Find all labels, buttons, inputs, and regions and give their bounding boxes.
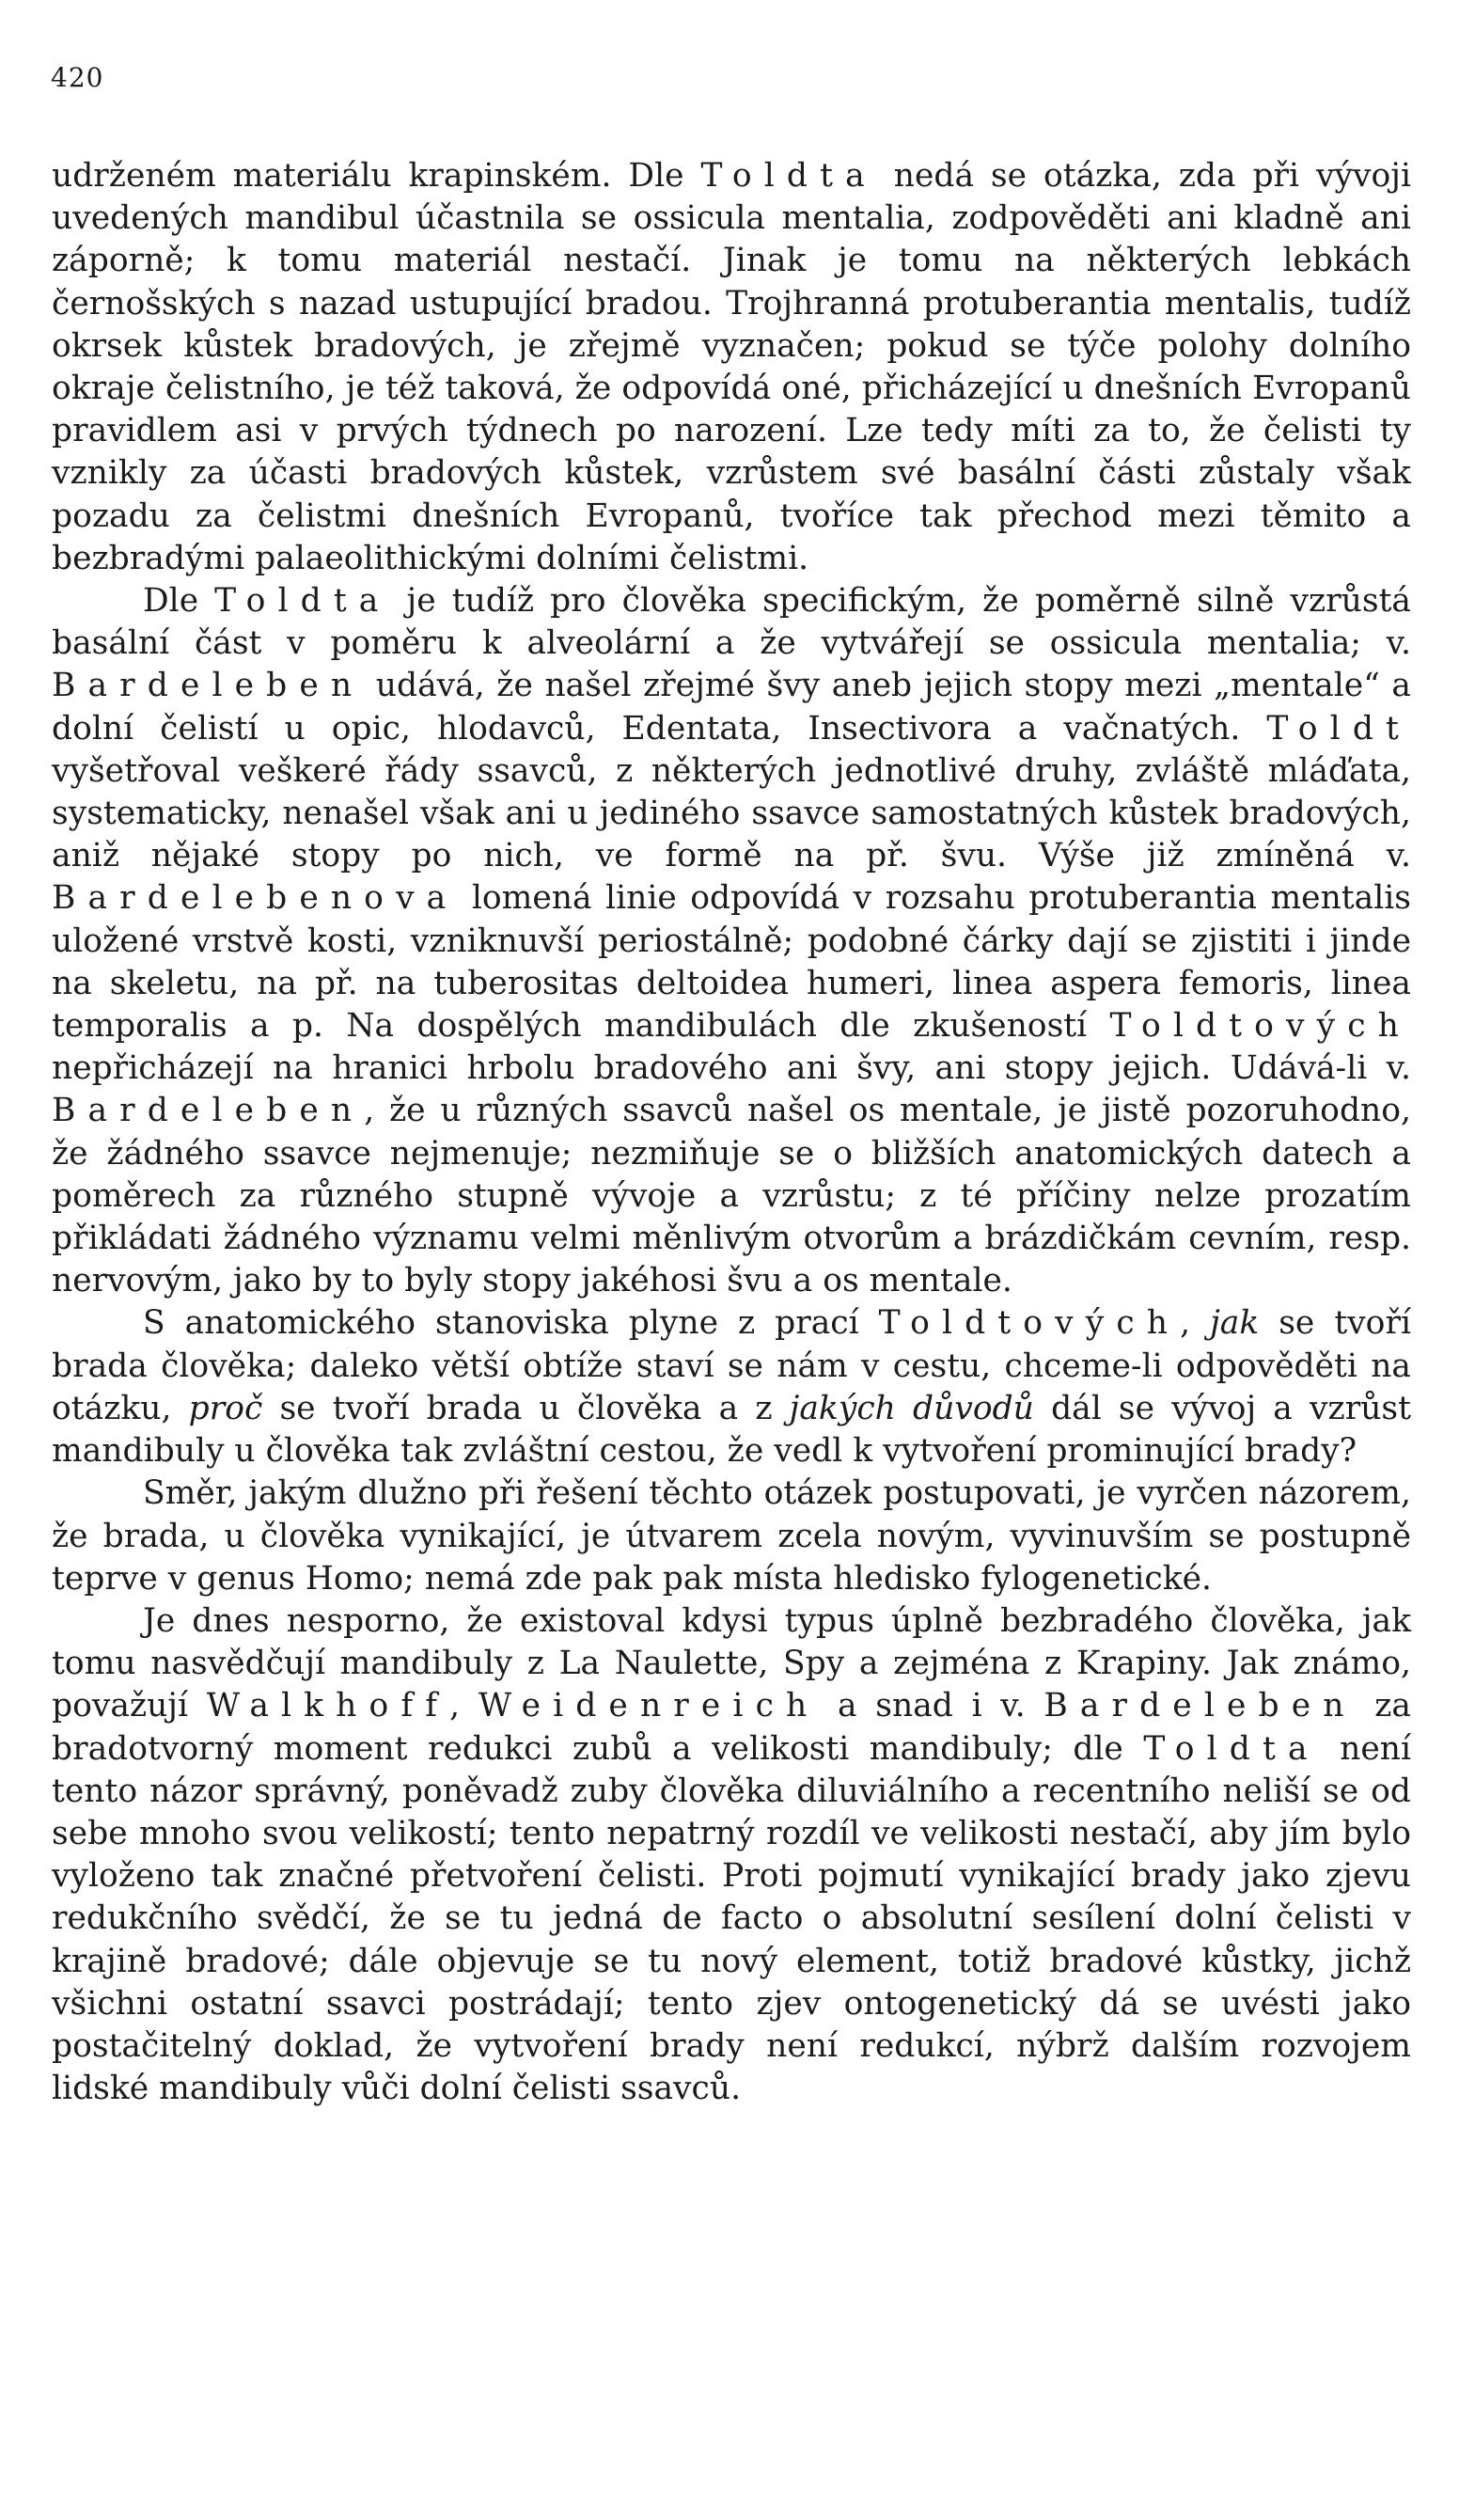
author-name: Weidenreich — [478, 1687, 820, 1725]
page-number: 420 — [51, 62, 104, 93]
text-run: je tudíž pro člověka specifickým, že poměrně silně vzrůstá basální část v poměru k alveolární a že vytvářejí se ossicula mentalia; v. — [52, 582, 1411, 663]
text-run: dál se vývoj a vzrůst mandibuly u člověka tak zvláštní cestou, že vedl k vytvoření prominující brady? — [52, 1389, 1411, 1471]
author-name: Toldta — [1143, 1729, 1320, 1768]
text-run: Dle — [143, 582, 215, 621]
text-run: není tento názor správný, poněvadž zuby člověka diluviálního a recentního neliší se od sebe mnoho svou velikostí; tento nepatrný rozdíl ve velikosti nestačí, aby jím bylo vyloženo tak značné přetvoření čelisti. Proti pojmutí vynikající brady jako zjevu redukčního svědčí, že se tu jedná de facto o absolutní sesílení dolní čelisti v krajině bradové; dále objevuje se tu nový element, totiž bradové kůstky, jichž všichni ostatní ssavci postrádají; tento zjev ontogenetický dá se uvésti jako postačitelný doklad, že vytvoření brady není redukcí, nýbrž dalším rozvojem lidské mandibuly vůči dolní čelisti ssavců. — [52, 1729, 1411, 2108]
paragraph — [52, 1302, 1411, 1473]
author-name: Toldta — [214, 582, 391, 621]
author-name: Bardeleben — [52, 667, 365, 705]
emphasis-text: jak — [1210, 1304, 1260, 1343]
author-name: Walkhoff — [206, 1687, 450, 1725]
text-run: a snad i v. — [819, 1687, 1044, 1725]
text-run: lomená linie odpovídá v rozsahu protuberantia mentalis uložené vrstvě kosti, vzniknuvší periostálně; podobné čárky dají se zjistiti i jinde na skeletu, na př. na tuberositas deltoidea humeri, linea aspera femoris, linea temporalis a p. Na dospělých mandibulách dle zkušeností — [52, 879, 1411, 1046]
text-run: za bradotvorný moment redukci zubů a velikosti mandibuly; dle — [52, 1687, 1411, 1768]
text-run: , — [449, 1687, 478, 1725]
text-run: udrženém materiálu krapinském. Dle — [52, 157, 701, 195]
paragraph — [52, 1473, 1411, 1600]
author-name: Toldt — [1266, 709, 1411, 748]
author-name: Toldta — [700, 157, 877, 195]
emphasis-text: proč — [188, 1389, 263, 1427]
text-run: se tvoří brada člověka; daleko větší obtíže staví se nám v cestu, chceme-li odpověděti na otázku, — [52, 1304, 1411, 1427]
author-name: Bardelebenova — [52, 879, 459, 918]
paragraph — [52, 155, 1411, 580]
emphasis-text: jakých důvodů — [789, 1389, 1034, 1427]
text-run: Směr, jakým dlužno při řešení těchto otázek postupovati, je vyrčen názorem, že brada, u člověka vynikající, je útvarem zcela novým, vyvinuvším se postupně teprve v genus Homo; nemá zde pak pak místa hledisko fylogenetické. — [52, 1474, 1411, 1598]
text-run: Je dnes nesporno, že existoval kdysi typus úplně bezbradého člověka, jak tomu nasvědčují mandibuly z La Naulette, Spy a zejména z Krapiny. Jak známo, považují — [52, 1601, 1411, 1725]
paragraph — [52, 580, 1411, 1302]
paragraph — [52, 1600, 1411, 2110]
author-name: Toldtových — [1109, 1007, 1411, 1046]
text-run: udává, že našel zřejmé švy aneb jejich stopy mezi „mentale“ a dolní čelistí u opic, hlodavců, Edentata, Insectivora a vačnatých. — [52, 667, 1411, 748]
text-run: nepřicházejí na hranici hrbolu bradového ani švy, ani stopy jejich. Udává-li v. — [52, 1049, 1411, 1088]
author-name: Bardeleben — [52, 1092, 365, 1130]
author-name: Toldtových — [878, 1304, 1181, 1343]
body-text — [52, 155, 1411, 2110]
text-run: , že u různých ssavců našel os mentale, je jistě pozoruhodno, že žádného ssavce nejmenuje; nezmiňuje se o bližších anatomických datech a poměrech za různého stupně vývoje a vzrůstu; z té příčiny nelze prozatím přikládati žádného významu velmi měnlivým otvorům a brázdičkám cevním, resp. nervovým, jako by to byly stopy jakéhosi švu a os mentale. — [52, 1092, 1411, 1300]
text-run: , — [1180, 1304, 1211, 1343]
text-run: nedá se otázka, zda při vývoji uvedených mandibul účastnila se ossicula mentalia, zodpověděti ani kladně ani záporně; k tomu materiál nestačí. Jinak je tomu na některých lebkách černošských s nazad ustupující bradou. Trojhranná protuberantia mentalis, tudíž okrsek kůstek bradových, je zřejmě vyznačen; pokud se týče polohy dolního okraje čelistního, je též taková, že odpovídá oné, přicházející u dnešních Evropanů pravidlem asi v prvých týdnech po narození. Lze tedy míti za to, že čelisti ty vznikly za účasti bradových kůstek, vzrůstem své basální části zůstaly však pozadu za čelistmi dnešních Evropanů, tvoříce tak přechod mezi těmito a bezbradými palaeolithickými dolními čelistmi. — [52, 157, 1411, 577]
text-run: se tvoří brada u člověka a z — [262, 1389, 790, 1427]
text-run: S anatomického stanoviska plyne z prací — [143, 1304, 879, 1343]
text-run: vyšetřoval veškeré řády ssavců, z některých jednotlivé druhy, zvláště mláďata, systematicky, nenašel však ani u jediného ssavce samostatných kůstek bradových, aniž nějaké stopy po nich, ve formě na př. švu. Výše již zmíněná v. — [52, 751, 1411, 875]
author-name: Bardeleben — [1043, 1687, 1357, 1725]
